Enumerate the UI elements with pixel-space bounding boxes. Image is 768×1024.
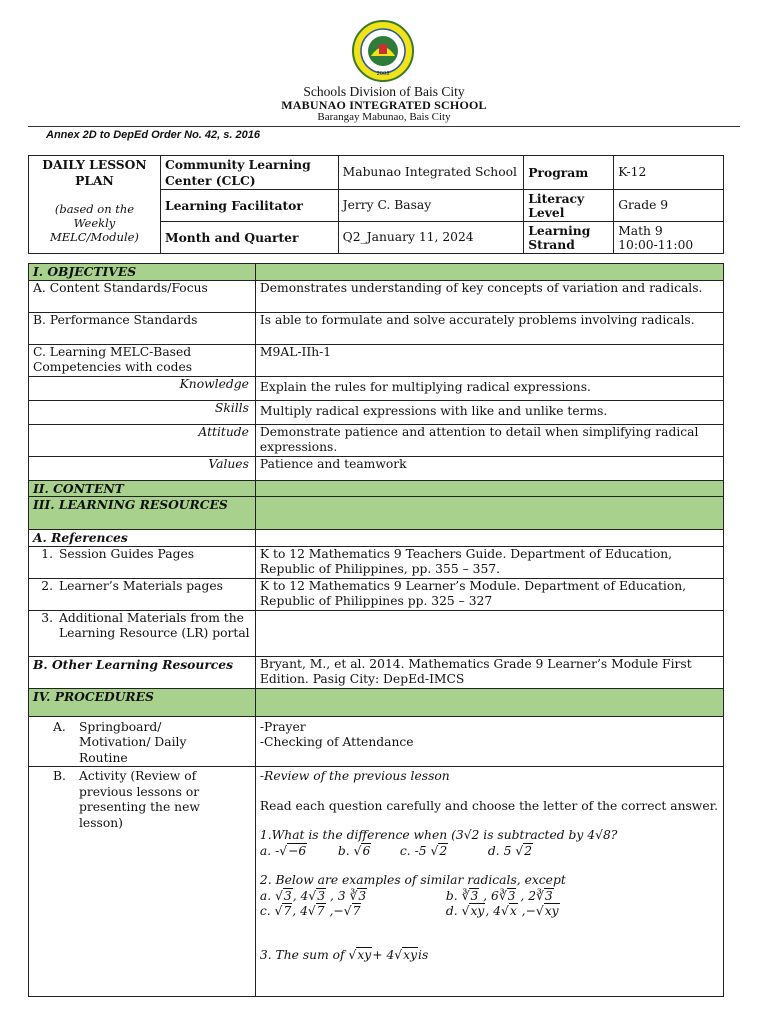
school-address: Barangay Mabunao, Bais City: [317, 111, 451, 123]
other-resources-label: B. Other Learning Resources: [29, 656, 256, 688]
question-2-options-row2: [260, 904, 719, 920]
clc-value: Mabunao Integrated School: [338, 156, 524, 190]
facilitator-label: Learning Facilitator: [160, 190, 338, 222]
references-fill: [255, 530, 723, 547]
attitude-value: Demonstrate patience and attention to detail when simplifying radical expressions.: [255, 424, 723, 456]
values-label: Values: [29, 456, 256, 480]
lesson-info-table: [28, 155, 724, 254]
item-text: Learner’s Materials pages: [59, 578, 223, 593]
clc-label: Community Learning Center (CLC): [160, 156, 338, 190]
procedures-title: IV. PROCEDURES: [29, 688, 256, 716]
annex-reference: Annex 2D to DepEd Order No. 42, s. 2016: [46, 129, 260, 141]
content-standards-value: Demonstrates understanding of key concepts of variation and radicals.: [255, 280, 723, 312]
content-title-fill: [255, 480, 723, 497]
activity-label: [29, 767, 256, 997]
other-resources-value: Bryant, M., et al. 2014. Mathematics Grade 9 Learner’s Module First Edition. Pasig City: DepEd-IMCS: [255, 656, 723, 688]
attendance-line: -Checking of Attendance: [259, 735, 414, 749]
content-title: II. CONTENT: [29, 480, 256, 497]
program-label: Program: [524, 156, 614, 190]
procedures-title-fill: [255, 688, 723, 716]
item-letter: B.: [53, 769, 66, 783]
program-value: K-12: [614, 156, 724, 190]
strand-value: [614, 222, 724, 254]
question-2-options-row1: [260, 889, 719, 905]
learning-resources-fill: [255, 497, 723, 530]
item-text: Additional Materials from the Learning Resource (LR) portal: [59, 610, 250, 640]
q2-option-c: c. √7, 4√7 ,−√7: [259, 904, 361, 918]
q1-option-c: c. -5 √2: [399, 843, 448, 858]
dlp-title: DAILY LESSON PLAN: [42, 157, 147, 188]
additional-materials-label: [29, 610, 256, 656]
q2-option-a: a. √3, 4√3 , 3 ∛3: [259, 888, 367, 903]
school-name: MABUNAO INTEGRATED SCHOOL: [281, 98, 487, 112]
svg-text:2003: 2003: [376, 71, 390, 77]
item-number: 3.: [41, 610, 53, 625]
month-label: Month and Quarter: [160, 222, 338, 254]
strand-label: Learning Strand: [524, 222, 614, 254]
springboard-value: [255, 716, 723, 767]
knowledge-label: Knowledge: [29, 376, 256, 400]
skills-value: Multiply radical expressions with like and unlike terms.: [255, 400, 723, 424]
school-division-seal: [343, 20, 423, 82]
item-text: Springboard/ Motivation/ Daily Routine: [79, 719, 187, 765]
item-number: 2.: [41, 578, 53, 593]
header-divider: [28, 126, 740, 127]
attitude-label: Attitude: [29, 424, 256, 456]
q1-option-d: d. 5 √2: [487, 843, 533, 858]
objectives-title-fill: [255, 264, 723, 281]
prayer-line: -Prayer: [259, 719, 306, 734]
dlp-note: (based on the Weekly MELC/Module): [50, 202, 139, 244]
learning-resources-title: III. LEARNING RESOURCES: [29, 497, 256, 530]
objectives-title: I. OBJECTIVES: [29, 264, 256, 281]
references-title: A. References: [29, 530, 256, 547]
instruction-text: Read each question carefully and choose the letter of the correct answer.: [259, 798, 719, 813]
item-letter: A.: [53, 719, 66, 734]
content-standards-label: A. Content Standards/Focus: [29, 280, 256, 312]
division-name: Schools Division of Bais City: [303, 84, 465, 99]
q2-option-d: d. √xy, 4√x ,−√xy: [445, 904, 559, 918]
q1-option-a: a. -√−6: [259, 843, 307, 858]
melc-value: M9AL-IIh-1: [255, 344, 723, 376]
q1-option-b: b. √6: [337, 843, 371, 858]
literacy-value: Grade 9: [614, 190, 724, 222]
learners-materials-label: [29, 578, 256, 610]
knowledge-value: Explain the rules for multiplying radical expressions.: [255, 376, 723, 400]
activity-value: [255, 767, 723, 997]
item-number: 1.: [41, 546, 53, 561]
month-value: Q2_January 11, 2024: [338, 222, 524, 254]
literacy-label: Literacy Level: [524, 190, 614, 222]
melc-label: C. Learning MELC-Based Competencies with codes: [29, 344, 256, 376]
learners-materials-value: K to 12 Mathematics 9 Learner’s Module. Department of Education, Republic of Philippines pp. 325 – 327: [255, 578, 723, 610]
item-text: Session Guides Pages: [59, 546, 195, 561]
question-1: 1.What is the difference when (3√2 is subtracted by 4√8?: [259, 828, 618, 842]
review-line: -Review of the previous lesson: [259, 769, 450, 783]
strand-subject: Math 9: [618, 223, 663, 238]
dlp-title-cell: [29, 156, 161, 254]
springboard-label: [29, 716, 256, 767]
strand-time: 10:00-11:00: [618, 237, 694, 252]
performance-standards-label: B. Performance Standards: [29, 312, 256, 344]
question-2: 2. Below are examples of similar radicals, except: [259, 873, 566, 887]
additional-materials-value: [255, 610, 723, 656]
skills-label: Skills: [29, 400, 256, 424]
item-text: Activity (Review of previous lessons or presenting the new lesson): [79, 769, 200, 830]
question-3: 3. The sum of √xy+ 4√xyis: [259, 947, 429, 962]
session-guides-label: [29, 546, 256, 578]
lesson-plan-table: [28, 263, 724, 997]
q2-option-b: b. ∛3 , 6∛3 , 2∛3: [445, 888, 553, 903]
performance-standards-value: Is able to formulate and solve accurately problems involving radicals.: [255, 312, 723, 344]
values-value: Patience and teamwork: [255, 456, 723, 480]
facilitator-value: Jerry C. Basay: [338, 190, 524, 222]
question-1-options: [260, 844, 719, 860]
session-guides-value: K to 12 Mathematics 9 Teachers Guide. Department of Education, Republic of Philippines, pp. 355 – 357.: [255, 546, 723, 578]
